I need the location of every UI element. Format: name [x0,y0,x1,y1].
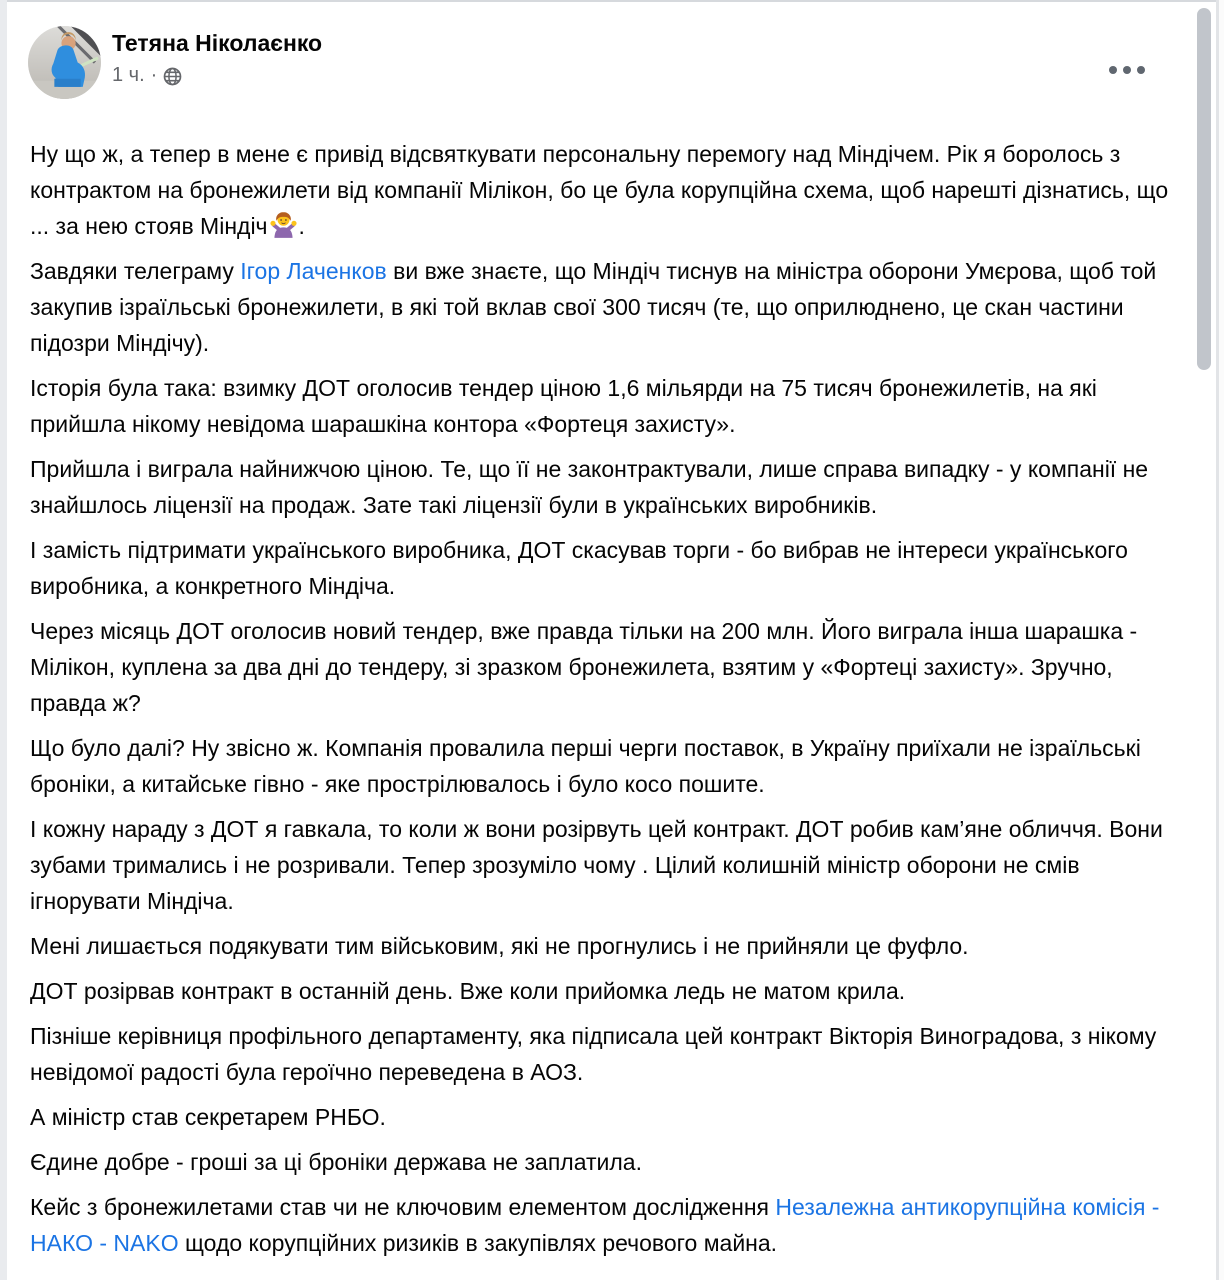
woman-shrugging-emoji [268,209,299,240]
igor-lachenkov-link[interactable]: Ігор Лаченков [240,258,387,284]
post-paragraph: Історія була така: взимку ДОТ оголосив тендер ціною 1,6 мільярди на 75 тисяч бронежилетів, на які прийшла нікому невідома шарашкіна контора «Фортеця захисту». [30,375,1097,437]
post-paragraph: А міністр став секретарем РНБО. [30,1104,386,1130]
post-meta [112,63,322,87]
post-paragraph: ДОТ розірвав контракт в останній день. Вже коли прийомка ледь не матом крила. [30,978,906,1004]
post-header [28,26,1197,118]
post-paragraph: Прийшла і виграла найнижчою ціною. Те, що її не законтрактували, лише справа випадку - у компанії не знайшлось ліцензії на продаж. Зате такі ліцензії були в українських виробників. [30,456,1149,518]
author-block [112,29,322,87]
ellipsis-icon [1109,66,1117,74]
post-paragraph: Пізніше керівниця профільного департаменту, яка підписала цей контракт Вікторія Виноградова, з нікому невідомої радості була героїчно переведена в АОЗ. [30,1023,1157,1085]
post-paragraph: Завдяки телеграму Ігор Лаченков ви вже знаєте, що Міндіч тиснув на міністра оборони Умєрова, щоб той закупив ізраїльські бронежилети, в які той вклав свої 300 тисяч (те, що оприлюднено, це скан частини підозри Міндічу). [30,258,1157,356]
profile-photo-icon [28,26,101,99]
post-paragraph: І замість підтримати українського виробника, ДОТ скасував торги - бо вибрав не інтереси українського виробника, а конкретного Міндіча. [30,537,1128,599]
window-gutter [1219,0,1224,1280]
facebook-post-card [7,2,1197,1261]
globe-icon [163,67,182,86]
avatar[interactable] [28,26,101,99]
post-menu-button[interactable] [1101,48,1153,92]
author-name[interactable]: Тетяна Ніколаєнко [112,30,323,56]
post-paragraph: Єдине добре - гроші за ці броніки держава не заплатила. [30,1149,642,1175]
meta-separator: · [150,64,158,86]
post-paragraph: Що було далі? Ну звісно ж. Компанія провалила перші черги поставок, в Україну приїхали не ізраїльські броніки, а китайське гівно - яке прострілювалось і було косо пошите. [30,735,1141,797]
post-paragraph: Через місяць ДОТ оголосив новий тендер, вже правда тільки на 200 млн. Його виграла інша шарашка - Мілікон, куплена за два дні до тендеру, зі зразком бронежилета, взятим у «Фортеці захисту». Зручно, правда ж? [30,618,1138,716]
post-body [30,136,1192,1261]
post-paragraph: Ну що ж, а тепер в мене є привід відсвяткувати персональну перемогу над Міндічем. Рік я боролось з контрактом на бронежилети від компанії Мілікон, бо це була корупційна схема, щоб нарешті дізнатись, що ... за нею стояв Міндіч . [30,141,1169,239]
post-paragraph: Мені лишається подякувати тим військовим, які не прогнулись і не прийняли це фуфло. [30,933,969,959]
page-background-strip [0,0,7,1280]
scrollbar-thumb[interactable] [1197,8,1211,370]
timestamp[interactable]: 1 ч. [112,64,145,86]
post-paragraph: І кожну нараду з ДОТ я гавкала, то коли ж вони розірвуть цей контракт. ДОТ робив кам’яне обличчя. Вони зубами тримались і не розривали. Тепер зрозуміло чому . Цілий колишній міністр оборони не смів ігнорувати Міндіча. [30,816,1163,914]
post-paragraph: Кейс з бронежилетами став чи не ключовим елементом дослідження Незалежна антикорупційна комісія - НАКО - NAKO щодо корупційних ризиків в закупівлях речового майна. [30,1194,1160,1256]
nako-link[interactable]: Незалежна антикорупційна комісія - НАКО - NAKO [30,1194,1160,1256]
